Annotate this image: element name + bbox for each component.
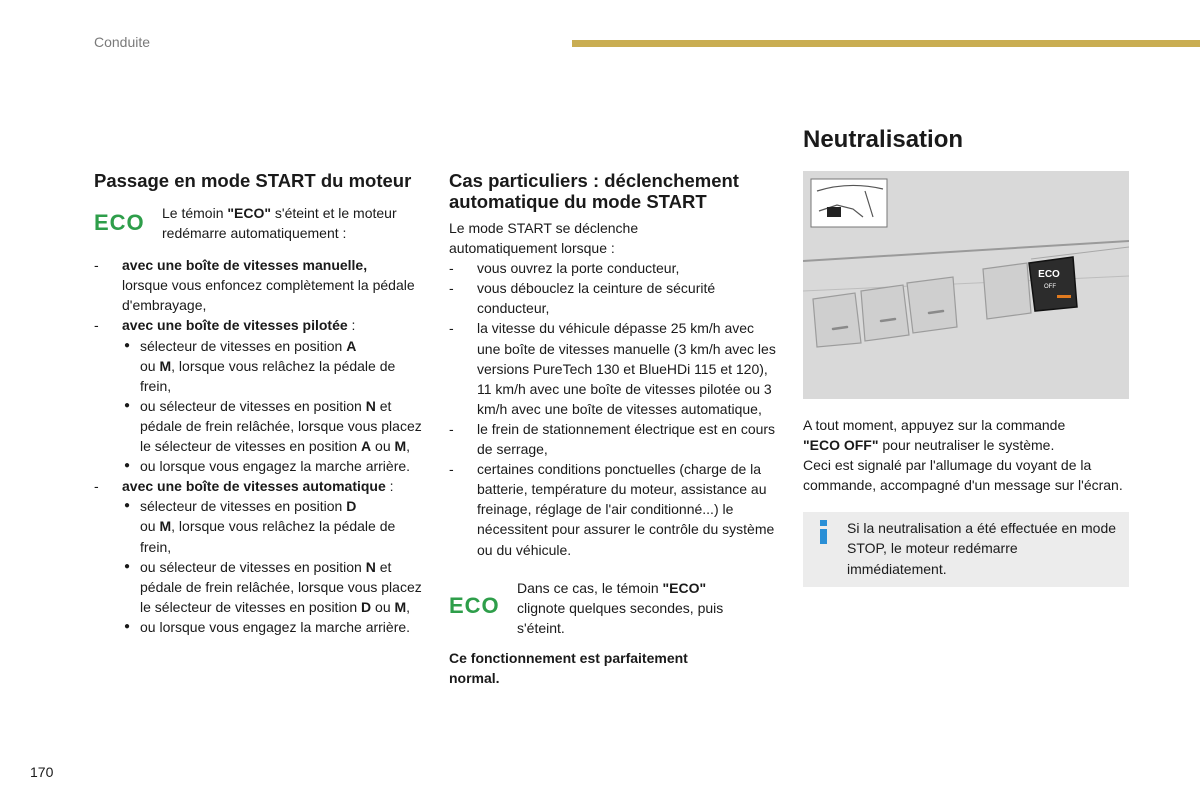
text: A tout moment, appuyez sur la commande <box>803 417 1066 433</box>
auto-bullet-2 <box>94 557 429 617</box>
list-item-piloted <box>94 315 429 335</box>
eco-text-part: Dans ce cas, le témoin <box>517 579 663 596</box>
gear-a: A <box>346 337 357 354</box>
manual-label: avec une boîte de vitesses manuelle, <box>122 257 368 274</box>
col2-eco-row <box>449 578 779 638</box>
auto-bullet-1 <box>94 496 429 556</box>
text: , <box>406 598 411 615</box>
text: ou <box>371 438 395 455</box>
text: ou sélecteur de vitesses en position <box>140 558 366 575</box>
col1-eco-text <box>149 203 429 243</box>
gear-m: M <box>394 438 407 455</box>
text: et pédale de frein relâchée, lorsque vous placez le sélecteur de vitesses en position <box>140 397 422 455</box>
list-item: - la vitesse du véhicule dépasse 25 km/h avec une boîte de vitesses manuelle (3 km/h avec les versions PureTech 130 et BlueHDi 115 et 120), 11 km/h avec une boîte de vitesses pilotée ou 3 km/h avec une boîte de vitesses automatique, <box>449 318 779 418</box>
eco-text-bold: "ECO" <box>227 205 271 221</box>
conclusion-text: Ce fonctionnement est parfaitement normal. <box>449 649 688 686</box>
list-item-auto <box>94 476 429 496</box>
column-special-cases <box>449 170 779 688</box>
eco-text-part: Le témoin <box>162 205 228 221</box>
info-box <box>803 512 1129 586</box>
gear-n: N <box>365 397 376 414</box>
col3-title: Neutralisation <box>803 126 964 153</box>
col2-eco-text <box>504 578 744 638</box>
eco-off-button-photo <box>803 171 1129 399</box>
text: , lorsque vous relâchez la pédale de frein, <box>140 518 396 555</box>
col1-list <box>94 255 429 637</box>
gear-m: M <box>159 518 172 535</box>
eco-icon <box>449 592 504 618</box>
col2-list <box>449 258 779 559</box>
text: ou <box>371 598 395 615</box>
info-icon <box>819 520 828 544</box>
button-label-eco: ECO <box>1038 269 1060 280</box>
colon: : <box>385 478 394 495</box>
gear-a: A <box>361 438 372 455</box>
gear-m: M <box>394 598 407 615</box>
eco-text-bold: "ECO" <box>662 579 707 596</box>
eco-text-part: s'éteint et le moteur redémarre automatiquement : <box>162 205 397 242</box>
list-item: - certaines conditions ponctuelles (charge de la batterie, température du moteur, assistance au freinage, réglage de l'air conditionné...) le nécessitent pour assurer le contrôle du système ou du véhicule. <box>449 459 779 559</box>
header-gold-bar <box>572 40 1200 47</box>
gear-d: D <box>361 598 372 615</box>
col2-conclusion <box>449 648 739 688</box>
eco-text-part: clignote quelques secondes, puis s'éteint. <box>517 599 724 636</box>
page-number: 170 <box>30 764 54 780</box>
eco-off-label: "ECO OFF" <box>803 437 879 454</box>
text: ou <box>140 357 160 374</box>
piloted-bullet-2 <box>94 396 429 456</box>
manual-text: lorsque vous enfoncez complètement la pédale d'embrayage, <box>122 277 415 314</box>
gear-d: D <box>346 498 357 515</box>
text: ou <box>140 518 160 535</box>
piloted-bullet-3 <box>94 456 429 476</box>
list-item: - vous ouvrez la porte conducteur, <box>449 258 779 278</box>
text: sélecteur de vitesses en position <box>140 337 347 354</box>
col2-intro: Le mode START se déclenche automatiquement lorsque : <box>449 220 639 257</box>
list-item-manual <box>94 255 429 315</box>
eco-icon <box>94 209 149 235</box>
button-label-off: OFF <box>1044 284 1056 290</box>
list-item: - vous débouclez la ceinture de sécurité conducteur, <box>449 278 779 318</box>
column-start-mode <box>94 170 429 637</box>
column-neutralisation <box>803 126 1129 587</box>
auto-label: avec une boîte de vitesses automatique <box>122 478 386 495</box>
text: ou lorsque vous engagez la marche arrière. <box>140 618 411 635</box>
svg-text:ECO: ECO <box>449 592 500 618</box>
col1-eco-row <box>94 203 429 243</box>
info-text: Si la neutralisation a été effectuée en mode STOP, le moteur redémarre immédiatement. <box>847 520 1117 577</box>
gear-n: N <box>365 558 376 575</box>
text: , lorsque vous relâchez la pédale de frein, <box>140 357 396 394</box>
col2-title: Cas particuliers : déclenchement automatique du mode START <box>449 170 739 212</box>
text: , <box>406 438 411 455</box>
piloted-label: avec une boîte de vitesses pilotée <box>122 317 348 334</box>
list-item: - le frein de stationnement électrique est en cours de serrage, <box>449 419 779 459</box>
text: pour neutraliser le système. <box>878 437 1055 454</box>
svg-text:ECO: ECO <box>94 210 145 235</box>
text: ou lorsque vous engagez la marche arrière. <box>140 458 411 475</box>
section-label: Conduite <box>94 34 151 50</box>
piloted-bullet-1 <box>94 336 429 396</box>
auto-bullet-3 <box>94 617 429 637</box>
col3-para1 <box>803 415 1103 455</box>
text: et pédale de frein relâchée, lorsque vous placez le sélecteur de vitesses en position <box>140 558 422 615</box>
colon: : <box>347 317 356 334</box>
text: ou sélecteur de vitesses en position <box>140 397 366 414</box>
gear-m: M <box>159 357 172 374</box>
col3-para2: Ceci est signalé par l'allumage du voyant de la commande, accompagné d'un message sur l'écran. <box>803 457 1123 494</box>
text: sélecteur de vitesses en position <box>140 498 347 515</box>
col1-title: Passage en mode START du moteur <box>94 170 412 191</box>
